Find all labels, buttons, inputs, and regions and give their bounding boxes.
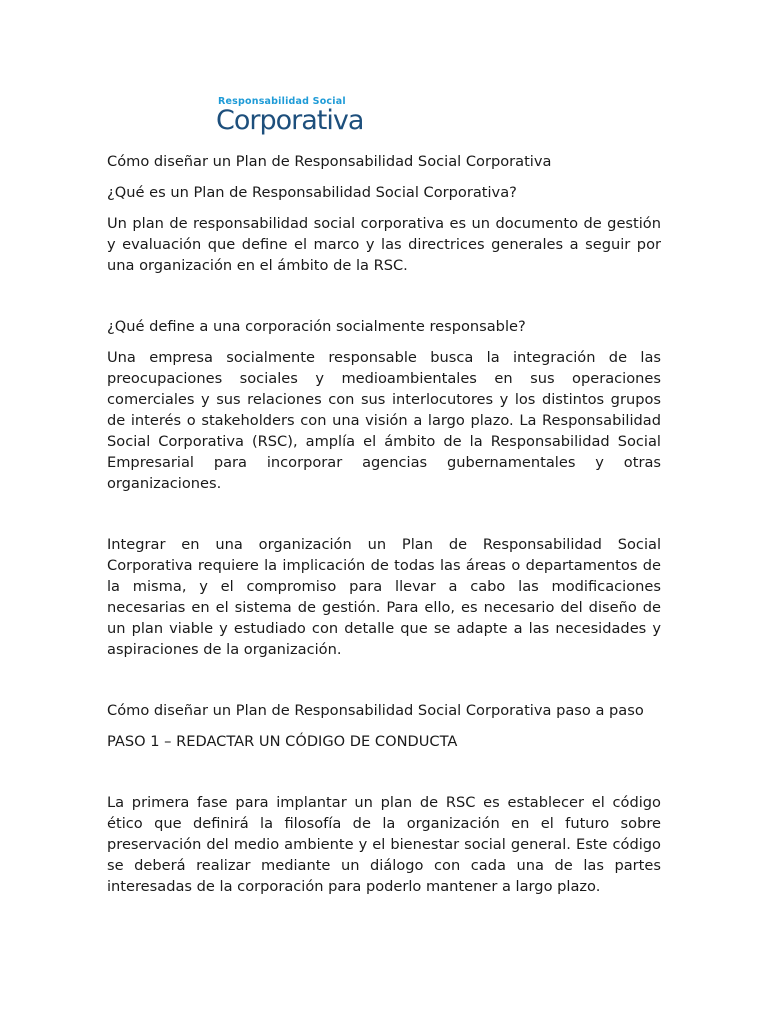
document-body	[107, 151, 661, 897]
paragraph-definition: Un plan de responsabilidad social corporativa es un documento de gestión y evaluación que define el marco y las directrices generales a seguir por una organización en el ámbito de la RSC.	[107, 215, 661, 274]
paragraph-code-of-conduct: La primera fase para implantar un plan de RSC es establecer el código ético que definirá la filosofía de la organización en el futuro sobre preservación del medio ambiente y el bienestar social general. Este código se deberá realizar mediante un diálogo con cada una de las partes interesadas de la corporación para poderlo mantener a largo plazo.	[107, 794, 661, 895]
document-title: Cómo diseñar un Plan de Responsabilidad Social Corporativa	[107, 153, 552, 170]
logo-subtitle: Responsabilidad Social	[218, 96, 346, 107]
logo-title: Corporativa	[216, 105, 364, 136]
section-heading-step-by-step: Cómo diseñar un Plan de Responsabilidad Social Corporativa paso a paso	[107, 702, 644, 719]
step-1-heading: PASO 1 – REDACTAR UN CÓDIGO DE CONDUCTA	[107, 733, 458, 750]
question-what-is-plan: ¿Qué es un Plan de Responsabilidad Social Corporativa?	[107, 184, 517, 201]
paragraph-responsible-company: Una empresa socialmente responsable busca la integración de las preocupaciones sociales y medioambientales en sus operaciones comerciales y sus relaciones con sus interlocutores y los distintos grupos de interés o stakeholders con una visión a largo plazo. La Responsabilidad Social Corporativa (RSC), amplía el ámbito de la Responsabilidad Social Empresarial para incorporar agencias gubernamentales y otras organizaciones.	[107, 349, 661, 492]
question-responsible-corporation: ¿Qué define a una corporación socialmente responsable?	[107, 318, 526, 335]
paragraph-integration: Integrar en una organización un Plan de Responsabilidad Social Corporativa requiere la implicación de todas las áreas o departamentos de la misma, y el compromiso para llevar a cabo las modificaciones necesarias en el sistema de gestión. Para ello, es necesario del diseño de un plan viable y estudiado con detalle que se adapte a las necesidades y aspiraciones de la organización.	[107, 536, 661, 658]
rsc-logo	[216, 94, 364, 144]
